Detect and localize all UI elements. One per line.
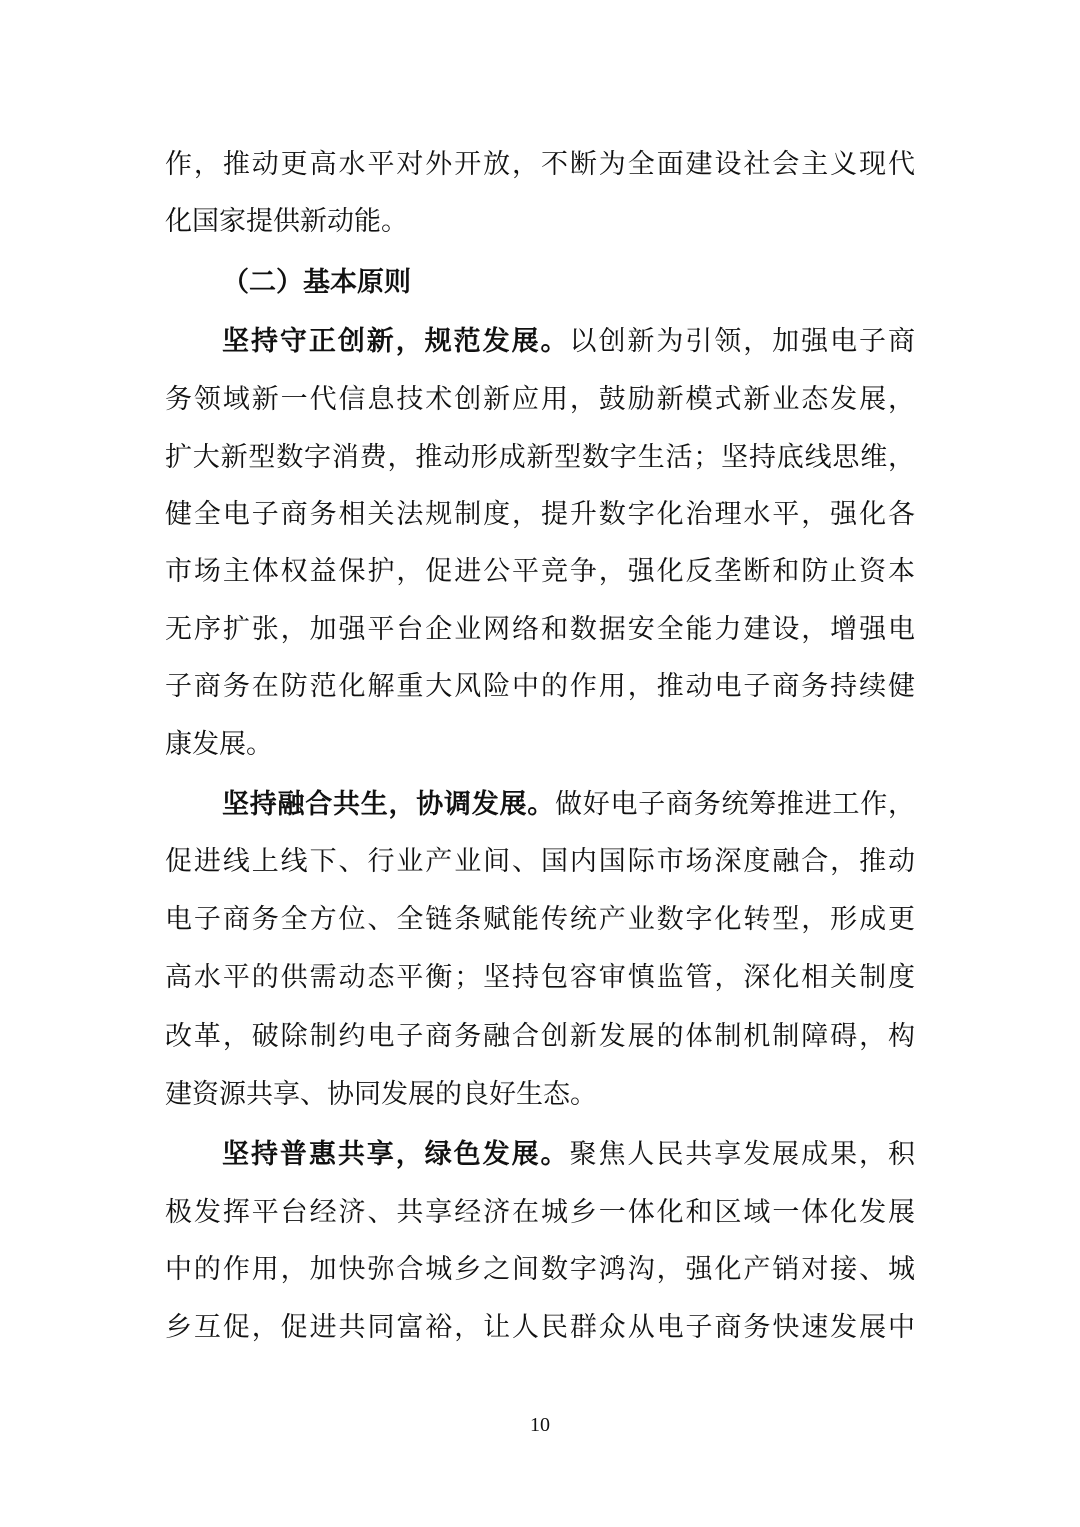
text-line [165,552,915,592]
bold-lead: （二）基本原则 [222,267,411,298]
text-line [165,842,915,882]
line-text: 康发展。 [165,729,273,760]
line-text: 务领域新一代信息技术创新应用，鼓励新模式新业态发展， [165,384,915,415]
text-line [165,725,915,765]
line-text: 以创新为引领，加强电子商 [569,326,916,357]
text-line [165,610,915,650]
line-text: 中的作用，加快弥合城乡之间数字鸿沟，强化产销对接、城 [165,1254,915,1285]
text-line [165,667,915,707]
line-text: 健全电子商务相关法规制度，提升数字化治理水平，强化各 [165,499,915,530]
text-line [165,145,915,185]
line-text: 电子商务全方位、全链条赋能传统产业数字化转型，形成更 [165,904,915,935]
line-text: 高水平的供需动态平衡；坚持包容审慎监管，深化相关制度 [165,962,915,993]
line-text: 建资源共享、协同发展的良好生态。 [165,1079,597,1110]
line-text: 极发挥平台经济、共享经济在城乡一体化和区域一体化发展 [165,1197,915,1228]
text-line [165,958,915,998]
line-text: 化国家提供新动能。 [165,206,408,237]
line-text: 促进线上线下、行业产业间、国内国际市场深度融合，推动 [165,846,915,877]
bold-lead: 坚持普惠共享，绿色发展。 [222,1139,570,1170]
text-line [165,1308,915,1348]
text-line [222,785,915,825]
bold-lead: 坚持融合共生，协调发展。 [222,789,555,820]
line-text: 无序扩张，加强平台企业网络和数据安全能力建设，增强电 [165,614,915,645]
text-line [165,438,915,478]
line-text: 作，推动更高水平对外开放，不断为全面建设社会主义现代 [165,149,915,180]
text-line [165,1250,915,1290]
text-line [165,202,915,242]
line-text: 聚焦人民共享发展成果，积 [569,1139,916,1170]
line-text: 做好电子商务统筹推进工作， [555,789,915,820]
text-line [165,495,915,535]
text-line [165,1017,915,1057]
text-line [165,900,915,940]
line-text: 子商务在防范化解重大风险中的作用，推动电子商务持续健 [165,671,915,702]
text-line [165,380,915,420]
text-line [165,1193,915,1233]
line-text: 扩大新型数字消费，推动形成新型数字生活；坚持底线思维， [165,442,915,473]
line-text: 改革，破除制约电子商务融合创新发展的体制机制障碍，构 [165,1021,915,1052]
text-line [222,1135,915,1175]
line-text: 市场主体权益保护，促进公平竞争，强化反垄断和防止资本 [165,556,915,587]
text-line [222,322,915,362]
section-heading [222,263,915,303]
line-text: 乡互促，促进共同富裕，让人民群众从电子商务快速发展中 [165,1312,915,1343]
bold-lead: 坚持守正创新，规范发展。 [222,326,570,357]
page-number: 10 [530,1414,550,1436]
text-line [165,1075,915,1115]
